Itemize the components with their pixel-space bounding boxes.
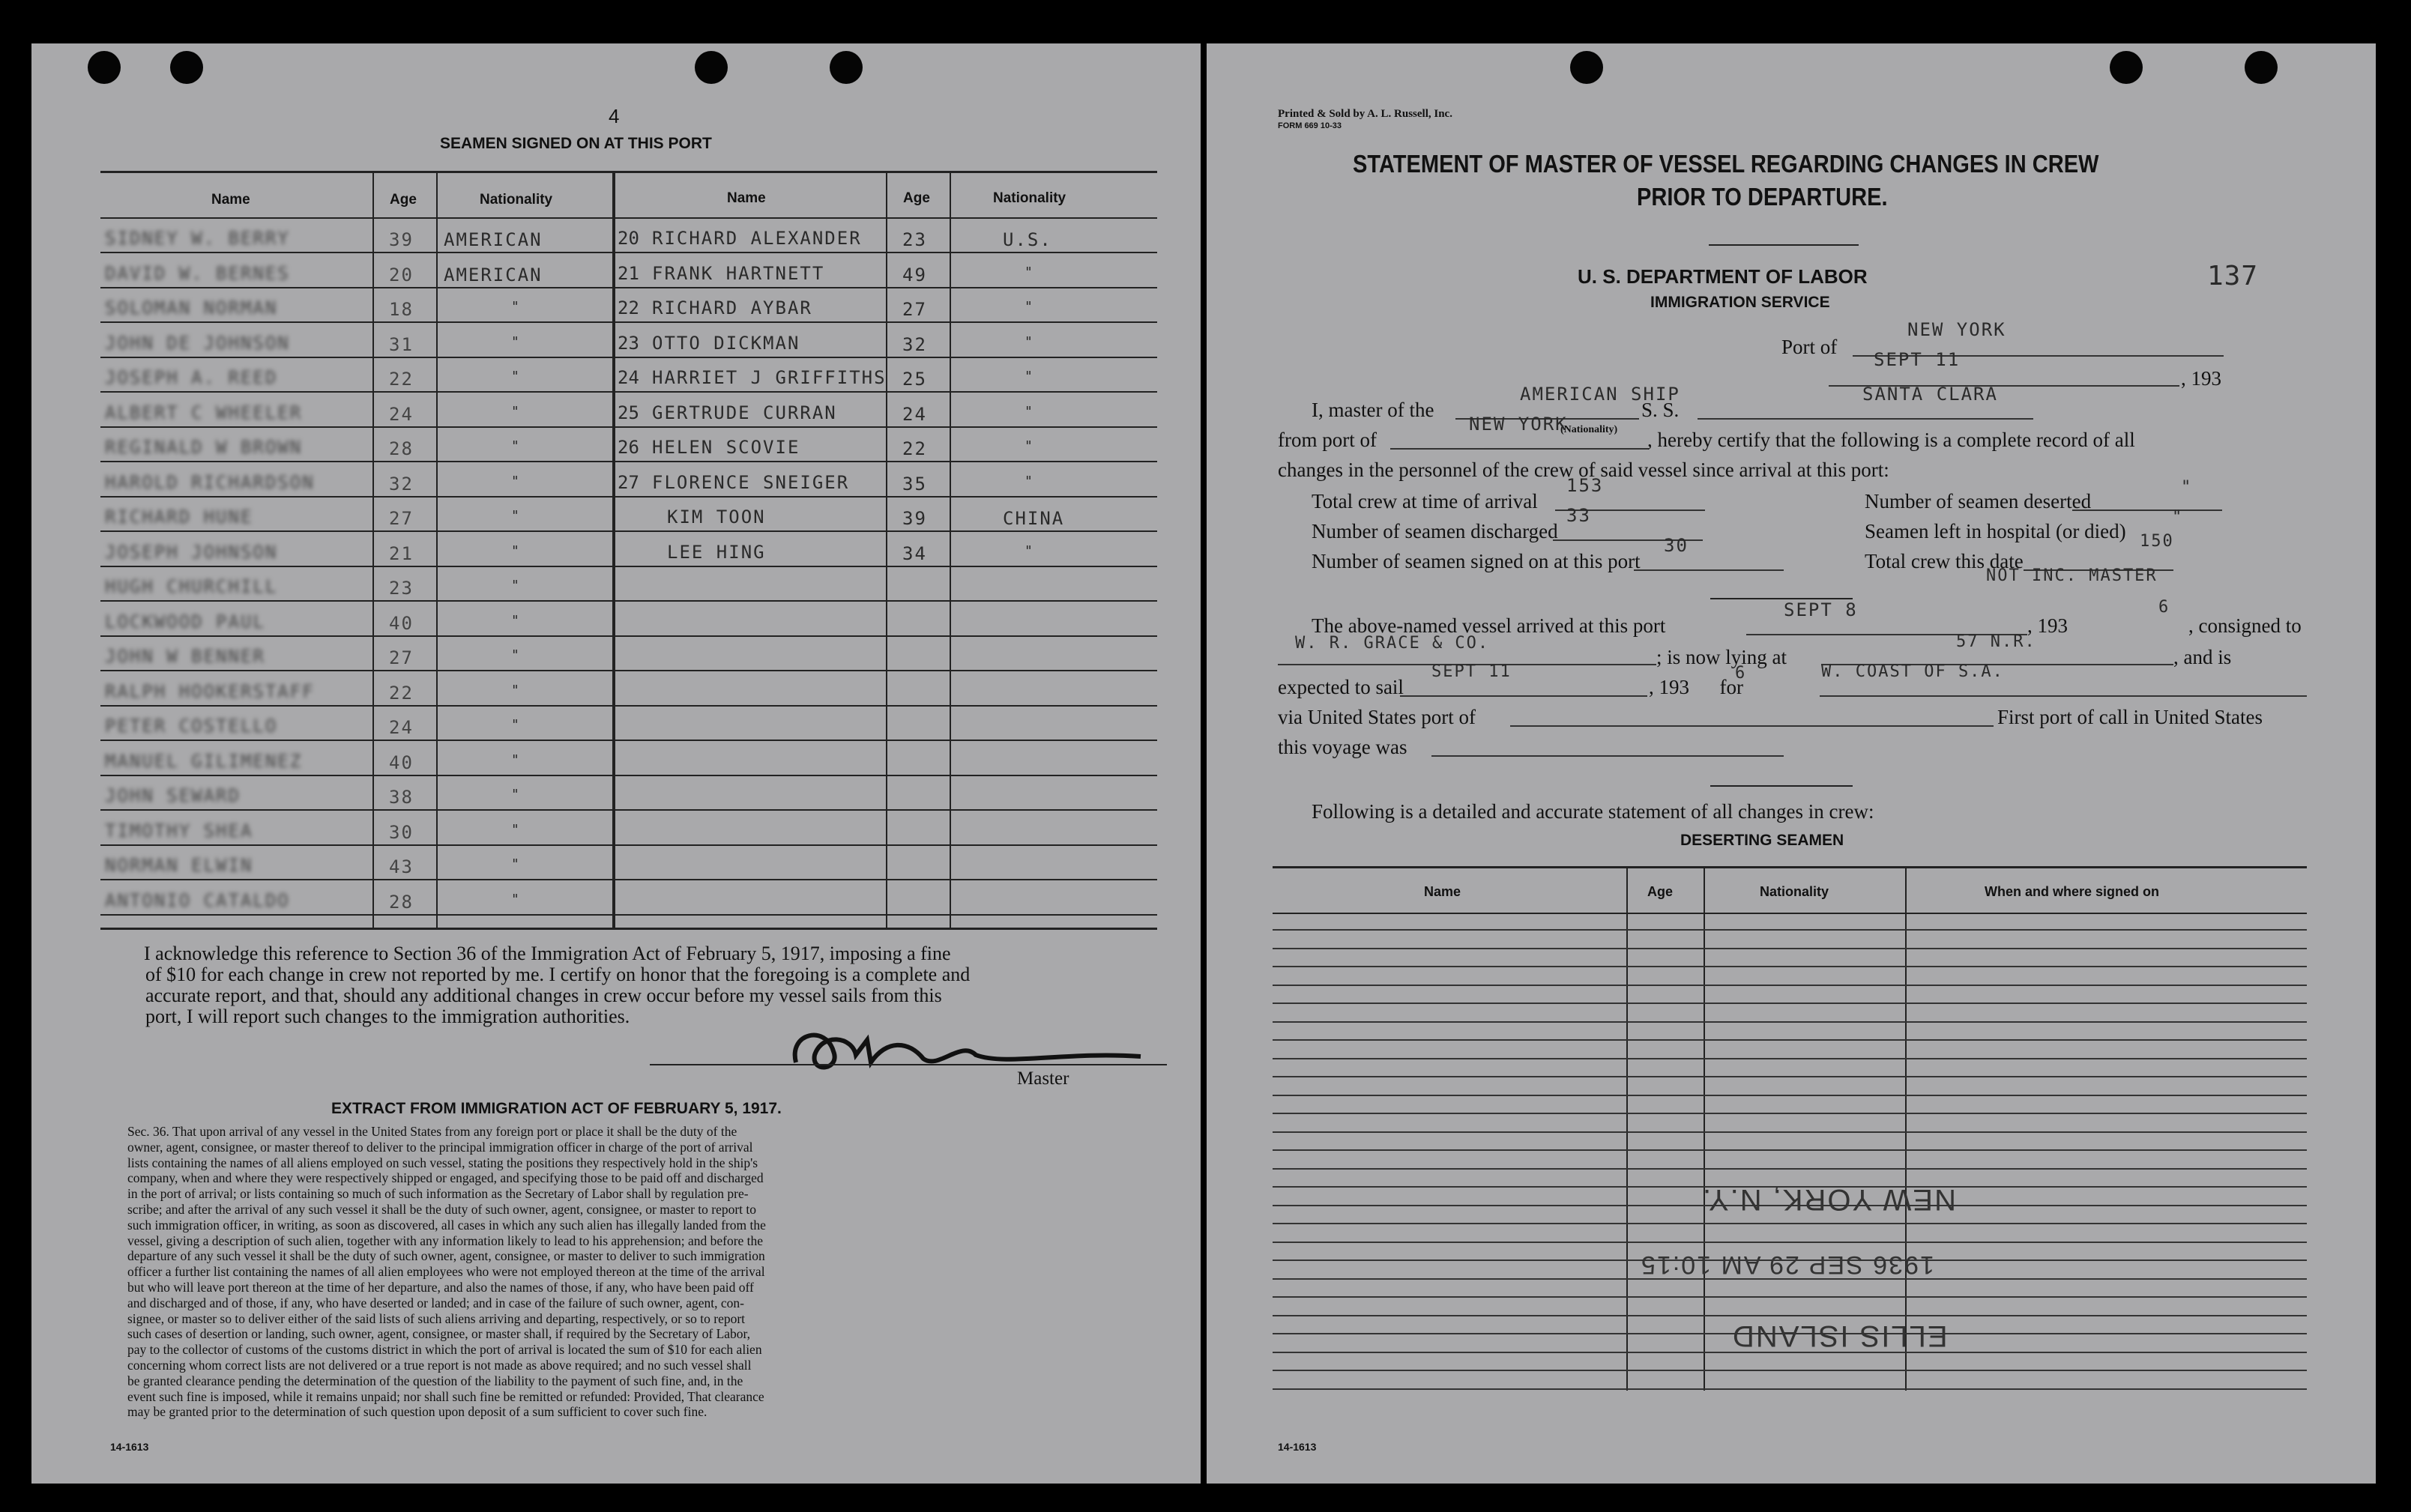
crew-nationality: " — [511, 403, 521, 420]
punch-hole — [2245, 51, 2278, 84]
desert-header-when: When and where signed on — [1985, 884, 2160, 899]
row-rule — [100, 566, 612, 567]
crew-number: 22 — [618, 297, 639, 318]
department: U. S. DEPARTMENT OF LABOR — [1578, 265, 1868, 288]
crew-name: HAROLD RICHARDSON — [105, 471, 315, 493]
stamp-place: ELLIS ISLAND — [1731, 1319, 1948, 1352]
row-rule — [100, 252, 612, 253]
desert-row-rule — [1273, 1003, 2307, 1004]
crew-age: 49 — [902, 264, 927, 285]
arrived-label: The above-named vessel arrived at this port — [1312, 614, 1666, 637]
changes-text: changes in the personnel of the crew of said vessel since arrival at this port: — [1278, 459, 1889, 481]
deserted-label: Number of seamen deserted — [1865, 490, 2092, 512]
crew-age: 28 — [389, 891, 414, 913]
total-this-date-label: Total crew this date — [1865, 550, 2024, 572]
crew-name: RICHARD AYBAR — [652, 297, 812, 318]
punch-hole — [170, 51, 203, 84]
from-port-label: from port of — [1278, 429, 1377, 451]
row-rule — [100, 426, 612, 428]
deserted-line — [2072, 509, 2222, 511]
crew-age: 22 — [389, 369, 414, 390]
row-rule — [614, 809, 1157, 811]
signed-on-value: 30 — [1664, 535, 1689, 556]
row-rule — [100, 357, 612, 358]
crew-age: 34 — [902, 542, 927, 564]
extract-line: may be granted prior to the determination of such question upon deposit of a sum sufficient to cover such fine. — [127, 1404, 707, 1420]
extract-line: pay to the collector of customs of the customs district in which the port of arrival is located the sum of $10 for each alien — [127, 1342, 762, 1358]
crew-nationality: AMERICAN — [444, 229, 543, 250]
desert-row-rule — [1273, 1168, 2307, 1170]
row-rule — [100, 844, 612, 846]
form-title: STATEMENT OF MASTER OF VESSEL REGARDING CHANGES IN CREW — [1353, 150, 2099, 178]
crew-nationality: " — [511, 891, 521, 907]
crew-age: 25 — [902, 369, 927, 390]
row-rule — [614, 391, 1157, 393]
extract-line: company, when and where they were respectively shipped or engaged, and specifying those to be paid off and discharged — [127, 1170, 764, 1186]
first-port-label: First port of call in United States — [1997, 706, 2263, 728]
extract-line: vessel, giving a description of such alien, together with any information likely to lead to his apprehension; and before the — [127, 1233, 764, 1248]
header-nationality-2: Nationality — [993, 190, 1066, 206]
crew-age: 43 — [389, 856, 414, 877]
row-rule — [614, 461, 1157, 462]
row-rule — [614, 530, 1157, 532]
nationality-value: AMERICAN SHIP — [1520, 384, 1680, 405]
row-rule — [100, 740, 612, 741]
crew-nationality: " — [1025, 299, 1034, 315]
stamp-date: 1936 SEP 29 AM 10:15 — [1640, 1251, 1934, 1279]
table-header-rule — [100, 217, 1157, 219]
crew-nationality: " — [511, 752, 521, 768]
extract-line: concerning whom correct lists are not delivered or a true report is not made as above required; and no such vessel shall — [127, 1357, 752, 1373]
header-age-2: Age — [903, 190, 930, 206]
crew-nationality: " — [511, 612, 521, 629]
signed-on-line — [1634, 569, 1784, 571]
crew-nationality: " — [1025, 369, 1034, 384]
crew-name: HELEN SCOVIE — [652, 437, 800, 458]
ack-line: I acknowledge this reference to Section 36 of the Immigration Act of February 5, 1917, imposing a fine — [144, 943, 951, 964]
desert-header-name: Name — [1424, 884, 1461, 899]
discharged-label: Number of seamen discharged — [1312, 520, 1558, 542]
punch-hole — [2110, 51, 2143, 84]
desert-row-rule — [1273, 1223, 2307, 1224]
desert-row-rule — [1273, 1296, 2307, 1298]
crew-nationality: " — [511, 647, 521, 663]
crew-nationality: " — [511, 333, 521, 350]
table-bottom-rule — [100, 928, 1157, 930]
extract-line: signee, or master so to deliver either of the said lists of such aliens arriving and departing, respectively, or so to report — [127, 1310, 746, 1326]
row-rule — [100, 914, 612, 916]
ack-line: accurate report, and that, should any additional changes in crew occur before my vessel sails from this — [145, 985, 942, 1006]
crew-nationality: " — [1025, 403, 1034, 420]
total-crew-value: 153 — [1566, 475, 1604, 496]
arrived-year-label: , 193 — [2027, 614, 2068, 637]
crew-name: JOHN SEWARD — [105, 785, 241, 806]
deserted-value: " — [2181, 478, 2193, 497]
crew-age: 22 — [389, 682, 414, 704]
form-title-2: PRIOR TO DEPARTURE. — [1637, 183, 1888, 211]
crew-nationality: " — [511, 542, 521, 559]
signed-on-label: Number of seamen signed on at this port — [1312, 550, 1641, 572]
via-label: via United States port of — [1278, 706, 1476, 728]
desert-row-rule — [1273, 1149, 2307, 1151]
crew-number: 25 — [618, 402, 639, 423]
crew-nationality: " — [511, 473, 521, 489]
row-rule — [100, 496, 612, 498]
punch-hole — [695, 51, 728, 84]
extract-line: Sec. 36. That upon arrival of any vessel in the United States from any foreign port or place it shall be the duty of the — [127, 1124, 737, 1139]
crew-age: 23 — [389, 578, 414, 599]
crew-nationality: " — [511, 682, 521, 698]
desert-header-nationality: Nationality — [1760, 884, 1829, 899]
crew-name: OTTO DICKMAN — [652, 332, 800, 354]
col-divider — [950, 171, 951, 928]
expected-year: 6 — [1735, 664, 1747, 683]
desert-table-top — [1273, 866, 2307, 868]
extract-line: but who will leave port thereon at the time of her departure, and also the names of those, if any, who have been paid off — [127, 1279, 754, 1295]
crew-number: 20 — [618, 228, 639, 249]
stamp-city: NEW YORK, N.Y. — [1701, 1183, 1956, 1216]
row-rule — [614, 496, 1157, 498]
extract-line: scribe; and after the arrival of any such vessel it shall be the duty of such owner, agent, consignee, or master to report to — [127, 1201, 757, 1217]
extract-line: event such fine is imposed, while it remains unpaid; nor shall such fine be remitted or refunded: Provided, That clearance — [127, 1388, 764, 1404]
extract-line: departure of any such vessel it shall be the duty of such owner, agent, consignee, or master to deliver to such immigration — [127, 1248, 765, 1264]
from-port-value: NEW YORK — [1469, 414, 1568, 435]
crew-nationality: " — [511, 299, 521, 315]
crew-nationality: " — [511, 508, 521, 524]
crew-name: ALBERT C WHEELER — [105, 402, 303, 423]
crew-name: JOSEPH A. REED — [105, 367, 278, 388]
crew-age: 24 — [389, 403, 414, 425]
following-text: Following is a detailed and accurate statement of all changes in crew: — [1312, 800, 1874, 823]
crew-age: 40 — [389, 752, 414, 773]
voyage-line — [1431, 755, 1784, 757]
service: IMMIGRATION SERVICE — [1650, 294, 1830, 311]
row-rule — [100, 879, 612, 880]
desert-row-rule — [1273, 1058, 2307, 1059]
crew-name: RICHARD ALEXANDER — [652, 228, 862, 249]
crew-age: 27 — [389, 508, 414, 529]
crew-age: 28 — [389, 438, 414, 459]
header-name-2: Name — [727, 190, 766, 206]
desert-row-rule — [1273, 985, 2307, 986]
port-of-label: Port of — [1781, 336, 1838, 358]
crew-age: 39 — [389, 229, 414, 250]
nationality-caption: (Nationality) — [1560, 424, 1618, 435]
extract-line: officer a further list containing the names of all alien employees who were not employed thereon at the time of the arrival — [127, 1264, 765, 1280]
desert-row-rule — [1273, 1131, 2307, 1133]
not-incl-master: NOT INC. MASTER — [1986, 566, 2158, 585]
desert-row-rule — [1273, 1388, 2307, 1390]
row-rule — [100, 391, 612, 393]
extract-line: such cases of desertion or landing, such owner, agent, consignee, or master shall, if required by the Secretary of Labor, — [127, 1326, 751, 1342]
crew-name: JOHN W BENNER — [105, 646, 265, 667]
desert-row-rule — [1273, 1315, 2307, 1316]
row-rule — [614, 321, 1157, 323]
crew-age: 35 — [902, 473, 927, 495]
voyage-label: this voyage was — [1278, 736, 1407, 758]
row-rule — [100, 670, 612, 671]
crew-nationality: " — [1025, 473, 1034, 489]
row-rule — [100, 809, 612, 811]
row-rule — [100, 600, 612, 602]
row-rule — [614, 600, 1157, 602]
ss-label: S. S. — [1641, 399, 1680, 421]
crew-name: FRANK HARTNETT — [652, 262, 825, 284]
row-rule — [614, 740, 1157, 741]
crew-name: HUGH CHURCHILL — [105, 576, 278, 597]
row-rule — [614, 879, 1157, 880]
crew-nationality: " — [1025, 438, 1034, 454]
crew-nationality: " — [1025, 542, 1034, 559]
row-rule — [100, 705, 612, 707]
signature-line — [650, 1064, 1167, 1065]
crew-age: 21 — [389, 542, 414, 564]
total-this-date-value: 150 — [2140, 532, 2174, 551]
crew-age: 30 — [389, 821, 414, 843]
right-page — [1207, 43, 2376, 1484]
desert-row-rule — [1273, 1242, 2307, 1243]
punch-hole — [1570, 51, 1603, 84]
master-signature — [781, 1010, 1186, 1077]
row-rule — [614, 914, 1157, 916]
date-value: SEPT 11 — [1874, 349, 1961, 370]
punch-hole — [88, 51, 121, 84]
crew-age: 24 — [389, 717, 414, 738]
crew-age: 40 — [389, 612, 414, 634]
crew-name: JOHN DE JOHNSON — [105, 332, 290, 354]
master-label: Master — [1017, 1068, 1069, 1089]
crew-age: 18 — [389, 299, 414, 320]
total-crew-label: Total crew at time of arrival — [1312, 490, 1538, 512]
col-divider — [886, 171, 887, 928]
col-divider — [436, 171, 438, 928]
crew-name: HARRIET J GRIFFITHS — [652, 367, 887, 388]
extract-title: EXTRACT FROM IMMIGRATION ACT OF FEBRUARY 5, 1917. — [331, 1100, 782, 1117]
crew-name: LOCKWOOD PAUL — [105, 611, 265, 632]
crew-nationality: " — [1025, 264, 1034, 280]
printer-form: FORM 669 10-33 — [1278, 121, 1342, 130]
printer-line: Printed & Sold by A. L. Russell, Inc. — [1278, 108, 1452, 120]
row-rule — [100, 775, 612, 776]
desert-row-rule — [1273, 929, 2307, 931]
desert-row-rule — [1273, 966, 2307, 967]
desert-row-rule — [1273, 1021, 2307, 1023]
crew-name: TIMOTHY SHEA — [105, 820, 253, 841]
discharged-value: 33 — [1566, 505, 1591, 526]
hospital-value: " — [2172, 508, 2184, 527]
crew-nationality: " — [511, 717, 521, 733]
crew-name: GERTRUDE CURRAN — [652, 402, 837, 423]
row-rule — [614, 775, 1157, 776]
extract-line: be granted clearance pending the determination of the question of the liability to the payment of such fine, and, in the — [127, 1373, 743, 1388]
row-rule — [614, 252, 1157, 253]
ack-line: of $10 for each change in crew not reported by me. I certify on honor that the foregoing is a complete and — [145, 964, 971, 985]
crew-nationality: " — [511, 821, 521, 838]
crew-name: MANUEL GILIMENEZ — [105, 750, 303, 772]
divider — [1710, 785, 1853, 787]
col-divider — [372, 171, 374, 928]
left-page — [31, 43, 1201, 1484]
crew-age: 23 — [902, 229, 927, 250]
crew-name: RALPH HOOKERSTAFF — [105, 680, 315, 702]
consignee-value: W. R. GRACE & CO. — [1295, 634, 1490, 653]
crew-number: 23 — [618, 332, 639, 354]
and-is-label: , and is — [2173, 646, 2232, 668]
consigned-label: , consigned to — [2188, 614, 2302, 637]
crew-nationality: AMERICAN — [444, 264, 543, 285]
crew-name: ANTONIO CATALDO — [105, 889, 290, 911]
row-rule — [614, 670, 1157, 671]
via-line — [1510, 725, 1994, 727]
page-number: 4 — [609, 105, 620, 127]
header-name: Name — [211, 192, 250, 208]
desert-row-rule — [1273, 1076, 2307, 1077]
arrived-value: SEPT 8 — [1784, 599, 1858, 620]
lying-label: ; is now lying at — [1656, 646, 1787, 668]
crew-nationality: " — [511, 787, 521, 802]
expected-value: SEPT 11 — [1431, 662, 1512, 681]
expected-line — [1400, 695, 1647, 697]
crew-age: 27 — [389, 647, 414, 668]
expected-label: expected to sail — [1278, 676, 1404, 698]
crew-nationality: U.S. — [1003, 229, 1052, 250]
row-rule — [100, 321, 612, 323]
crew-nationality: CHINA — [1003, 508, 1065, 529]
crew-age: 32 — [389, 473, 414, 495]
row-rule — [614, 705, 1157, 707]
for-label: , 193 for — [1649, 676, 1743, 698]
for-value: W. COAST OF S.A. — [1821, 662, 2004, 681]
row-rule — [100, 461, 612, 462]
extract-line: in the port of arrival; or lists containing so much of such information as the Secretary of Labor shall by regulation pre- — [127, 1186, 749, 1202]
ship-name: SANTA CLARA — [1862, 384, 1998, 405]
crew-number: 26 — [618, 437, 639, 458]
header-nationality: Nationality — [480, 192, 553, 208]
certify-text: , hereby certify that the following is a complete record of all — [1647, 429, 2135, 451]
crew-nationality: " — [511, 578, 521, 593]
row-rule — [100, 530, 612, 532]
hospital-label: Seamen left in hospital (or died) — [1865, 520, 2126, 542]
section-title: SEAMEN SIGNED ON AT THIS PORT — [440, 135, 712, 152]
crew-name: SIDNEY W. BERRY — [105, 228, 290, 249]
year-prefix: , 193 — [2181, 367, 2221, 390]
crew-name: SOLOMAN NORMAN — [105, 297, 278, 318]
header-age: Age — [390, 192, 417, 208]
crew-number: 21 — [618, 262, 639, 284]
row-rule — [614, 635, 1157, 637]
desert-header-age: Age — [1647, 884, 1674, 899]
arrived-year: 6 — [2158, 598, 2170, 617]
desert-row-rule — [1273, 1370, 2307, 1371]
crew-name: REGINALD W BROWN — [105, 437, 303, 458]
extract-line: and discharged and of those, if any, who have deserted or landed; and in case of the failure of such owner, agent, con- — [127, 1295, 744, 1310]
crew-number: 24 — [618, 367, 639, 388]
from-port-line — [1390, 448, 1649, 450]
row-rule — [614, 844, 1157, 846]
row-rule — [614, 357, 1157, 358]
crew-age: 20 — [389, 264, 414, 285]
crew-nationality: " — [511, 438, 521, 454]
row-rule — [614, 566, 1157, 567]
crew-name: RICHARD HUNE — [105, 506, 253, 527]
crew-age: 38 — [389, 787, 414, 808]
crew-age: 27 — [902, 299, 927, 320]
desert-row-rule — [1273, 948, 2307, 949]
crew-nationality: " — [511, 856, 521, 872]
document-number: 137 — [2207, 261, 2259, 291]
crew-name: DAVID W. BERNES — [105, 262, 290, 284]
row-rule — [100, 287, 612, 288]
row-rule — [614, 426, 1157, 428]
desert-row-rule — [1273, 1095, 2307, 1096]
crew-number: 27 — [618, 471, 639, 493]
port-value: NEW YORK — [1907, 319, 2006, 340]
ack-line: port, I will report such changes to the immigration authorities. — [145, 1006, 630, 1027]
divider — [1709, 244, 1859, 246]
crew-name: PETER COSTELLO — [105, 716, 278, 737]
desert-row-rule — [1273, 1113, 2307, 1114]
punch-hole — [830, 51, 863, 84]
row-rule — [614, 287, 1157, 288]
crew-name: FLORENCE SNEIGER — [652, 471, 850, 493]
desert-row-rule — [1273, 1039, 2307, 1041]
crew-name: LEE HING — [667, 541, 766, 563]
crew-nationality: " — [511, 369, 521, 384]
extract-text — [127, 1124, 1169, 1420]
form-number: 14-1613 — [110, 1441, 149, 1453]
crew-name: KIM TOON — [667, 506, 766, 527]
form-number: 14-1613 — [1278, 1441, 1317, 1453]
crew-age: 22 — [902, 438, 927, 459]
extract-line: such immigration officer, in writing, as soon as discovered, all cases in which any such alien has illegally landed from the — [127, 1217, 766, 1233]
row-rule — [100, 635, 612, 637]
master-of-label: I, master of the — [1312, 399, 1434, 421]
crew-name: NORMAN ELWIN — [105, 855, 253, 876]
ship-line — [1698, 418, 2033, 420]
deserting-title: DESERTING SEAMEN — [1680, 832, 1844, 849]
table-top-rule — [100, 171, 1157, 173]
crew-name: JOSEPH JOHNSON — [105, 541, 278, 563]
for-line — [1820, 695, 2307, 697]
crew-age: 39 — [902, 508, 927, 529]
col-divider-main — [612, 171, 615, 928]
crew-age: 24 — [902, 403, 927, 425]
lying-value: 57 N.R. — [1956, 632, 2036, 651]
crew-age: 32 — [902, 333, 927, 355]
crew-nationality: " — [1025, 333, 1034, 350]
crew-age: 31 — [389, 333, 414, 355]
extract-line: owner, agent, consignee, or master thereof to deliver to the principal immigration officer in charge of the port of arrival — [127, 1139, 753, 1155]
extract-line: lists containing the names of all aliens employed on such vessel, stating the positions they respectively hold in the ship's — [127, 1155, 758, 1170]
